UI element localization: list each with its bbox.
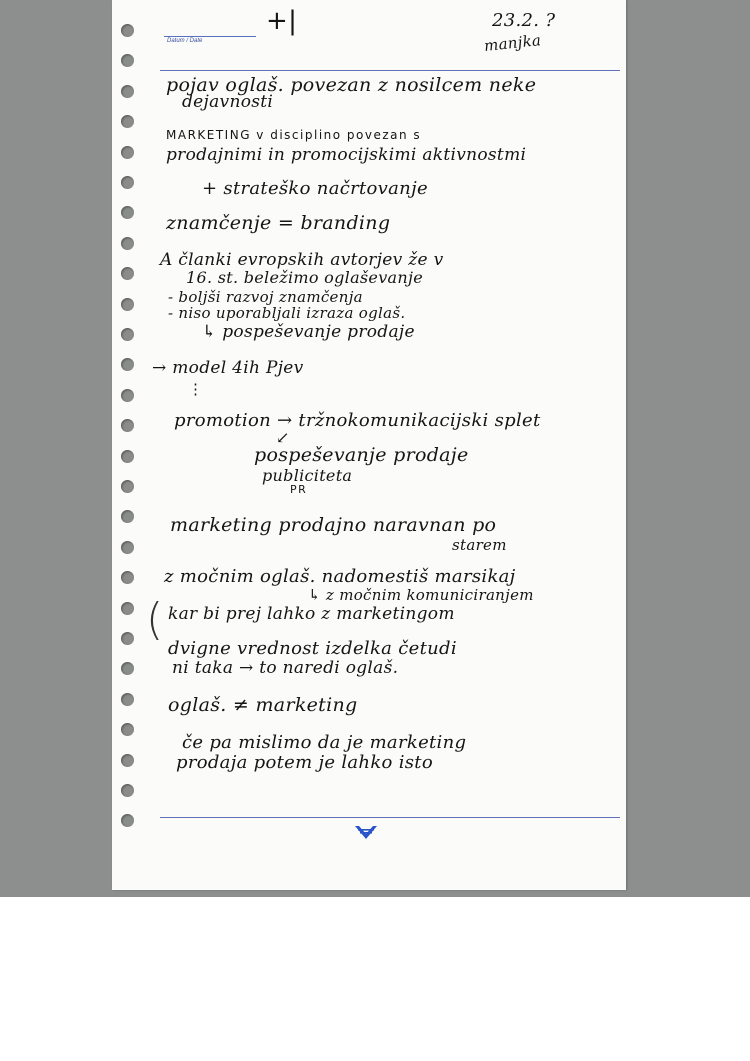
note-line: publiciteta [262,466,353,485]
top-rule [160,70,620,71]
note-line: dejavnosti [182,92,274,112]
punch-hole [121,146,134,159]
note-line: kar bi prej lahko z marketingom [168,604,455,624]
note-line: PR [290,483,308,496]
punch-hole [121,814,134,827]
note-line: A članki evropskih avtorjev že v [160,250,444,270]
date-note: 23.2. ? [492,10,556,31]
note-line: - niso uporabljali izraza oglaš. [168,304,406,322]
bottom-rule [160,817,620,818]
note-line: prodajnimi in promocijskimi aktivnostmi [166,145,527,165]
note-line: pojav oglaš. povezan z nosilcem neke [166,74,537,96]
punch-hole [121,784,134,797]
punch-hole [121,541,134,554]
note-line: če pa mislimo da je marketing [182,732,467,753]
punch-hole [121,115,134,128]
notebook-page [112,0,626,890]
punch-hole [121,450,134,463]
note-line: → model 4ih Pjev [152,358,304,378]
note-line: pospeševanje prodaje [254,444,469,466]
note-line: MARKETING v disciplino povezan s [166,128,422,142]
note-line: ↙ [276,428,290,447]
punch-hole [121,662,134,675]
date-line [164,36,256,37]
corner-mark: +| [266,6,298,36]
note-line: znamčenje = branding [166,212,391,234]
punch-hole [121,389,134,402]
punch-hole [121,328,134,341]
note-line: + strateško načrtovanje [202,178,428,199]
punch-hole [121,85,134,98]
note-line: ⋮ [188,380,204,398]
note-line: - boljši razvoj znamčenja [168,288,363,306]
punch-hole [121,267,134,280]
punch-hole [121,510,134,523]
note-line: ↳ pospeševanje prodaje [202,322,415,342]
note-line: starem [452,536,507,554]
brand-logo-icon [354,824,378,840]
punch-hole [121,723,134,736]
punch-hole [121,602,134,615]
note-line: ni taka → to naredi oglaš. [172,658,399,678]
name-note: manjka [483,31,543,55]
punch-hole [121,298,134,311]
punch-hole [121,419,134,432]
punch-hole [121,237,134,250]
punch-hole [121,176,134,189]
note-line: prodaja potem je lahko isto [176,752,433,773]
bracket-mark: ( [146,594,164,645]
note-line: ↳ z močnim komuniciranjem [308,586,534,604]
punch-hole [121,632,134,645]
note-line: dvigne vrednost izdelka četudi [168,638,457,659]
date-label: Datum / Date [167,38,203,44]
punch-hole [121,24,134,37]
punch-hole [121,571,134,584]
note-line: z močnim oglaš. nadomestiš marsikaj [164,566,516,587]
punch-hole [121,754,134,767]
punch-hole [121,693,134,706]
punch-hole [121,358,134,371]
note-line: promotion → tržnokomunikacijski splet [174,410,541,431]
punch-hole [121,480,134,493]
note-line: marketing prodajno naravnan po [170,514,497,536]
note-line: oglaš. ≠ marketing [168,694,358,716]
punch-hole [121,54,134,67]
punch-hole [121,206,134,219]
note-line: 16. st. beležimo oglaševanje [186,268,424,287]
